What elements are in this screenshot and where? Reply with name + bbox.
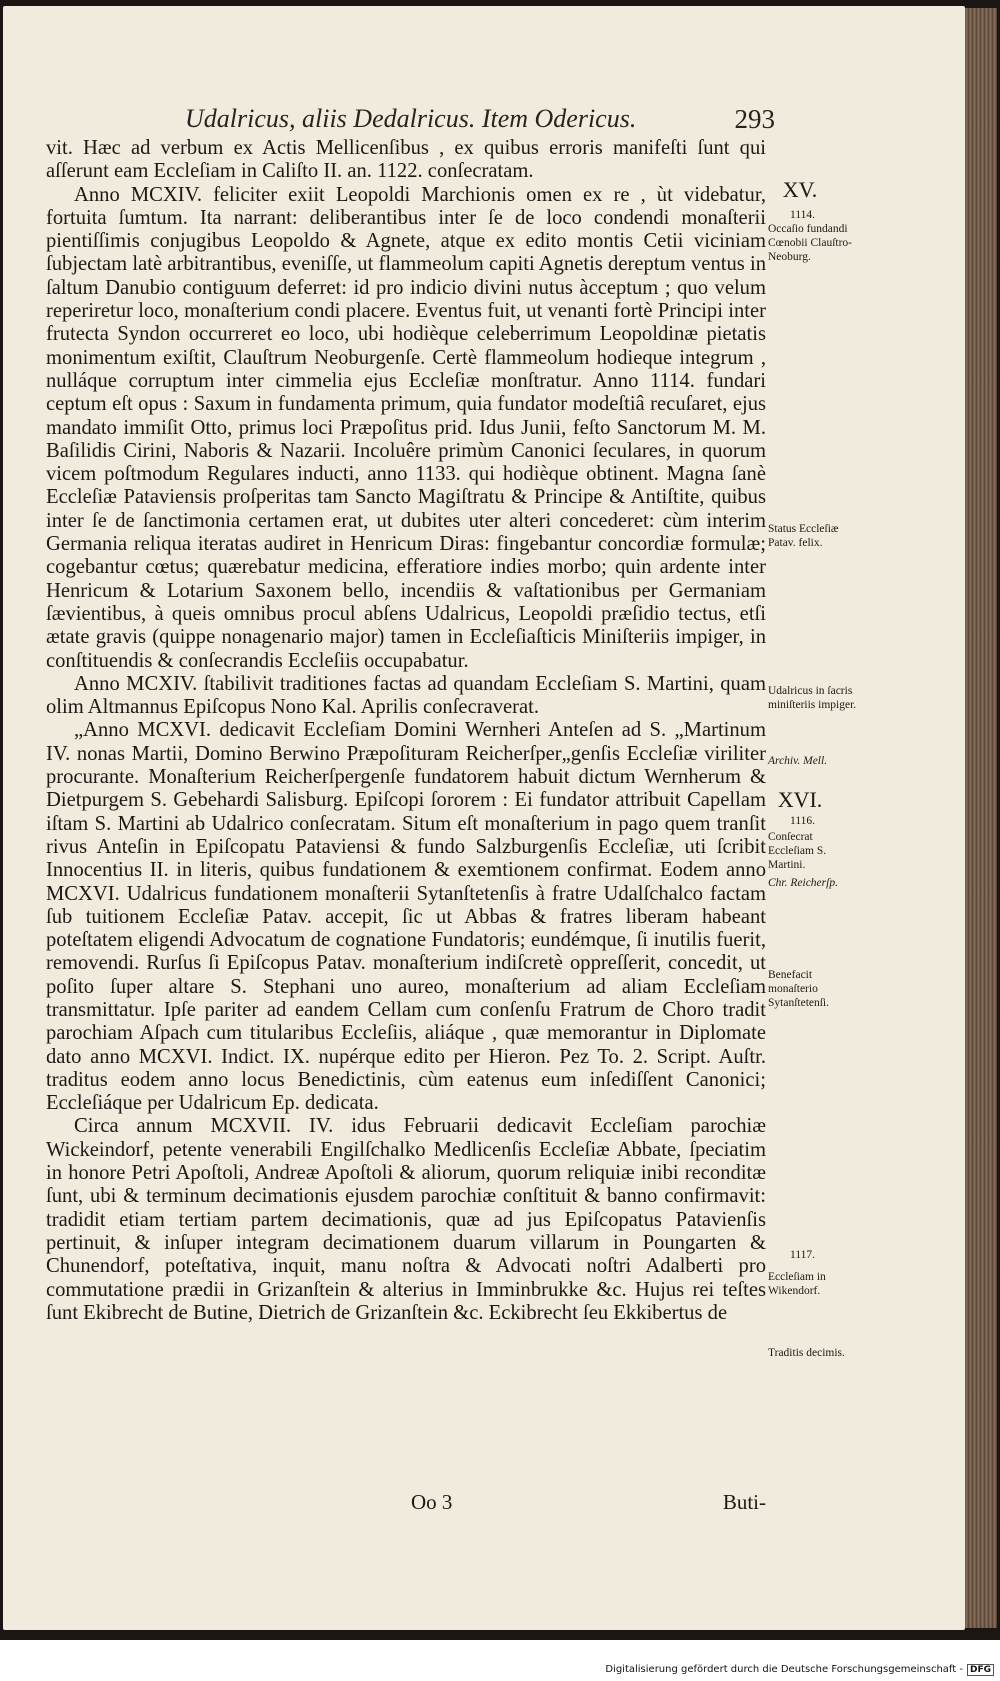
margin-source-note: Chr. Reicherſp. [768, 877, 838, 889]
catchword: Buti- [722, 1490, 766, 1514]
main-text-block [46, 137, 766, 1325]
paragraph: Anno MCXIV. feliciter exiit Leopoldi Marchionis omen ex re , ùt videbatur, fortuita ſumtum. Ita narrant: deliberantibus inter ſe de loco condendi monaſterii pientiſſimis conjugibus Leopoldo & Agnete, atque ex edito montis Cetii viciniam ſubjectam latè arbitrantibus, eveniſſe, ut flammeolum capiti Agnetis dereptum ventus in ſaltum Danubio contiguum deferret: id pro indicio divini nutus àcceptum ; quo velum reperiretur loco, monaſterium condi placere. Eventus fuit, ut venanti fortè Principi inter frutecta Syndon occurreret eo loco, ubi hodièque celeberrimum Leopoldinæ pietatis monimentum exiſtit, Clauſtrum Neoburgenſe. Certè flammeolum hodieque integrum , nulláque corruptum inter cimmelia ejus Eccleſiæ monſtratur. Anno 1114. fundari ceptum eſt opus : Saxum in fundamenta primum, quia fundator modeſtiâ recuſaret, ejus mandato immiſit Otto, primus loci Præpoſitus prid. Idus Junii, feſto Sanctorum M. M. Baſilidis Cirini, Naboris & Nazarii. Incoluêre primùm Canonici ſeculares, in quorum vicem poſtmodum Regulares inducti, anno 1133. qui hodièque obtinent. Magna ſanè Eccleſiæ Pataviensis proſperitas tam Sancto Magiſtratu & Principe & Antiſtite, quibus inter ſe de ſanctimonia certamen erat, ut dubites uter alteri concederet: cùm interim Germania reliqua iteratas audiret in Henricum Diras: fingebantur concordiæ formulæ; cogebantur cœtus; quærebatur medicina, efferatiore indies morbo; quin ardente inter Henricum & Lotarium Saxonem bello, incendiis & vaſtationibus per Germaniam ſævientibus, à queis omnibus procul abſens Udalricus, Leopoldi præſidio tectus, etſi ætate gravis (quippe nonagenario major) tamen in Eccleſiaſticis Miniſteriis impiger, in conſtituendis & conſecrandis Eccleſiis occupabatur. [46, 183, 766, 672]
margin-note: Conſecrat Eccleſiam S. Martini. [768, 831, 827, 871]
signature-mark: Oo 3 [411, 1490, 453, 1514]
paragraph: Circa annum MCXVII. IV. idus Februarii dedicavit Eccleſiam parochiæ Wickeindorf, petente venerabili Engilſchalko Medlicenſis Eccleſiæ Abbate, ſpeciatim in honore Petri Apoſtoli, Andreæ Apoſtoli & aliorum, quorum reliquiæ inibi reconditæ ſunt, ubi & terminum decimationis ejusdem parochiæ conſtituit & banno confirmavit: tradidit etiam tertiam partem decimationis, quæ ad jus Epiſcopatus Patavienſis pertinuit, & inſuper integram decimationem duarum villarum in Poungarten & Chunendorf, poteſtativa, inquit, manu noſtra & Advocati noſtri Adalberti pro commutatione prædii in Grizanſtein & alterius in Imminbrukke &c. Hujus rei teſtes ſunt Ekibrecht de Butine, Dietrich de Grizanſtein &c. Eckibrecht ſeu Ekkibertus de [46, 1115, 766, 1324]
margin-note: Eccleſiam in Wikendorf. [768, 1271, 826, 1297]
page-number: 293 [734, 104, 775, 134]
paragraph: Anno MCXIV. ſtabilivit traditiones factas ad quandam Eccleſiam S. Martini, quam olim Altmannus Epiſcopus Nono Kal. Aprilis conſecraverat. [46, 672, 766, 719]
margin-year: 1114. [790, 209, 816, 221]
dfg-logo: DFG [967, 1664, 994, 1676]
margin-section-number: XVI. [777, 787, 823, 812]
margin-year: 1116. [790, 815, 816, 827]
paragraph: „Anno MCXVI. dedicavit Eccleſiam Domini Wernheri Anteſen ad S. „Martinum IV. nonas Martii, Domino Berwino Præpoſituram Reicherſper„genſis Eccleſiæ viriliter procurante. Monaſterium Reicherſpergenſe fundatorem habuit dictum Wernherum & Dietpurgem S. Gebehardi Salisburg. Epiſcopi ſororem : Ei fundator attribuit Capellam iſtam S. Martini ab Udalrico conſecratam. Situm eſt monaſterium in pago quem tranſit rivus Anteſin in Epiſcopatu Pataviensi & fundo Salzburgenſis Eccleſiæ, uti ſcribit Innocentius II. in literis, quibus fundationem & exemtionem confirmat. Eodem anno MCXVI. Udalricus fundationem monaſterii Sytanſtetenſis à fratre Udalſchalco factam ſub tuitionem Eccleſiæ Patav. accepit, ſic ut Abbas & fratres liberam habeant poteſtatem eligendi Advocatum de cognatione Fundatoris; eundémque, ſi inutilis fuerit, removendi. Rurſus ſi Epiſcopus Patav. monaſterium indiſcretè oppreſſerit, concedit, ut poſito ſuper altare S. Stephani uno aureo, monaſterium ad aliam Eccleſiam transmittatur. Ipſe pariter ad eandem Cellam cum conſenſu Fratrum de Choro tradit parochiam Aſpach cum titularibus Eccleſiis, aliáque , quæ memorantur in Diplomate dato anno MCXVI. Indict. IX. nupérque edito per Hieron. Pez To. 2. Script. Auſtr. traditus eodem anno locus Benedictinis, cùm eatenus eum inſediſſent Canonici; Eccleſiáque per Udalricum Ep. dedicata. [46, 719, 766, 1115]
margin-note: Traditis decimis. [768, 1347, 845, 1359]
page-footer [46, 1490, 766, 1518]
margin-note: Benefacit monaſterio Sytanſtetenſi. [768, 969, 830, 1009]
margin-note: Occaſio fundandi Cœnobii Clauſtro-Neoburg. [768, 223, 853, 263]
credit-text: Digitalisierung gefördert durch die Deutsche Forschungsgemeinschaft - [605, 1664, 963, 1675]
running-title: Udalricus, aliis Dedalricus. Item Odericus. [185, 104, 637, 133]
margin-note: Status Eccleſiæ Patav. felix. [768, 523, 839, 549]
margin-source-note: Archiv. Mell. [768, 755, 828, 767]
margin-section-number: XV. [782, 177, 818, 202]
digitization-credit [605, 1664, 994, 1676]
running-header [185, 104, 775, 138]
margin-note: Udalricus in ſacris miniſteriis impiger. [768, 685, 857, 711]
book-page-edges [965, 8, 997, 1628]
margin-year: 1117. [790, 1249, 816, 1261]
paragraph: vit. Hæc ad verbum ex Actis Mellicenſibus , ex quibus erroris manifeſti ſunt qui aſſerunt eam Eccleſiam in Caliſto II. an. 1122. conſecratam. [46, 137, 766, 183]
